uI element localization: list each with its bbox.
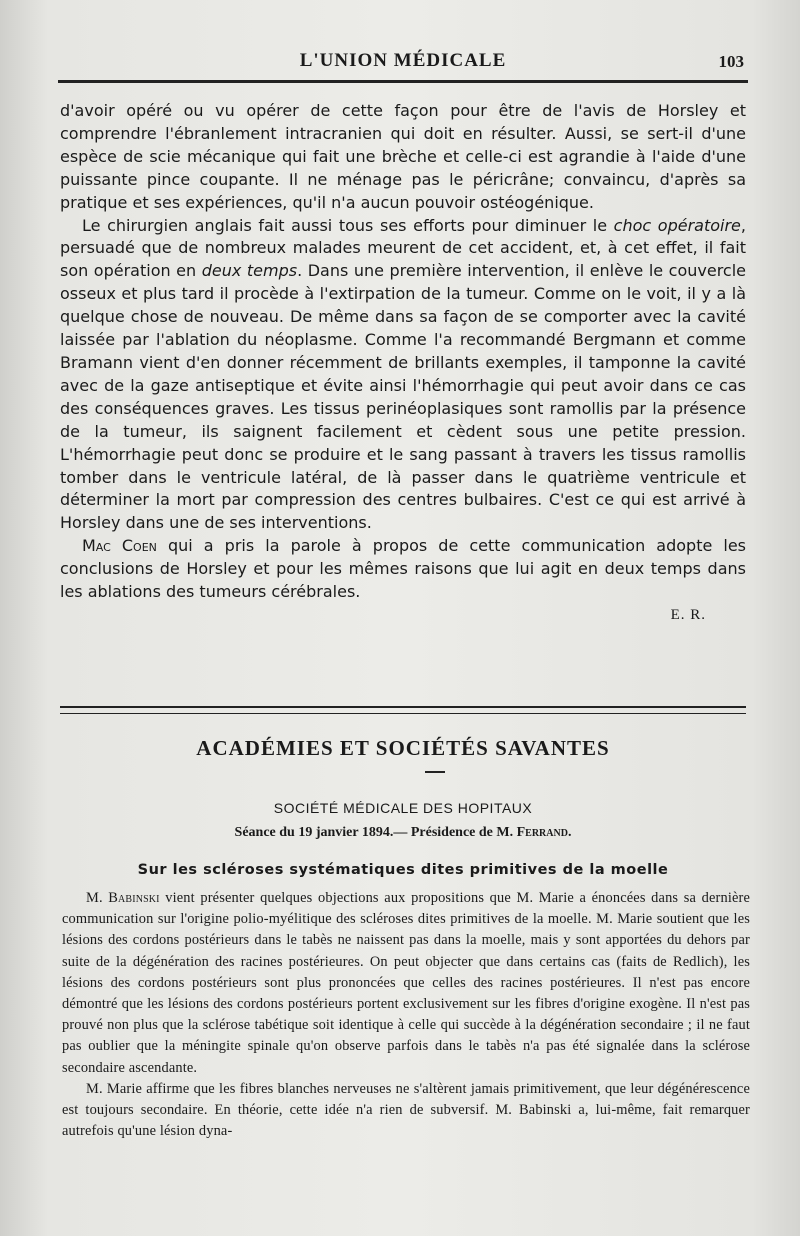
text-span: M.	[86, 890, 109, 906]
paragraph: M. Marie affirme que les fibres blanches nerveuses ne s'altèrent jamais primitivement, que leur dégénérescence est toujours secondaire. En théorie, cette idée n'a rien de subversif. M. Babinski a, lui-même, fait remarquer autrefois qu'une lésion dyna-	[62, 1080, 750, 1140]
author-name: Mac Coen	[82, 536, 157, 556]
page-header	[58, 46, 748, 76]
session-line	[60, 825, 746, 841]
article-body	[62, 888, 750, 1142]
running-title: L'UNION MÉDICALE	[299, 50, 507, 71]
author-name: Babinski	[108, 890, 160, 906]
text-span: . Dans une première intervention, il enlève le couvercle osseux et plus tard il procède à l'extirpation de la tumeur. Comme on le voit, il y a là quelque chose de nouveau. De même dans sa façon de se comporter avec la cavité laissée par l'ablation du néoplasme. Comme l'a recommandé Bergmann et comme Bramann vient d'en donner récemment de brillants exemples, il tamponne la cavité avec de la gaze antiseptique et évite ainsi l'hémorrhagie qui peut avoir dans ce cas des conséquences graves. Les tissus perinéoplasiques sont ramollis par la présence de la tumeur, ils saignent facilement et cèdent sous une petite pression. L'hémorrhagie peut donc se produire et le sang passant à travers les tissus ramollis tomber dans le ventricule latéral, de là passer dans le quatrième ventricule et déterminer la mort par compression des centres bulbaires. C'est ce qui est arrivé à Horsley dans une de ses interventions.	[60, 261, 747, 533]
session-end: .	[567, 825, 572, 840]
paragraph	[62, 888, 750, 1079]
article-continuation	[60, 100, 746, 627]
page-number: 103	[718, 52, 744, 71]
section-title: ACADÉMIES ET SOCIÉTÉS SAVANTES	[196, 736, 610, 760]
emphasis: deux temps	[201, 261, 298, 281]
title-dash	[425, 771, 445, 773]
session-date: Séance du 19 janvier 1894.— Présidence de M.	[234, 825, 517, 840]
emphasis: choc opératoire	[613, 215, 741, 235]
president-name: Ferrand	[516, 825, 568, 840]
society-name: SOCIÉTÉ MÉDICALE DES HOPITAUX	[273, 800, 533, 816]
text-span: , persuadé que de nombreux malades meurent de cet accident, et, à cet effet, il fait son opération en	[60, 215, 746, 281]
article-title: Sur les scléroses systématiques dites primitives de la moelle	[137, 862, 669, 878]
section-divider	[60, 706, 746, 714]
text-span: vient présenter quelques objections aux propositions que M. Marie a énoncées dans sa dernière communication sur l'origine polio-myélitique des scléroses dites primitives de la moelle. M. Marie soutient que les lésions des cordons postérieurs dans le tabès ne naissent pas dans la moelle, mais y sont apportées du dehors par suite de la dégénération des racines postérieures. On peut objecter que dans certains cas (faits de Redlich), les lésions des cordons postérieurs sont plus prononcées que celles des racines postérieures. Il n'est pas encore démontré que les lésions des cordons postérieurs portent exclusivement sur les fibres d'origine exogène. Il n'est pas prouvé non plus que la sclérose tabétique soit identique à celle qui succède à la dégénération secondaire ; il ne faut pas oublier que la méningite spinale qu'on observe parfois dans le tabès n'a pas été signalée dans la sclérose secondaire ascendante.	[62, 890, 750, 1076]
text-span: Le chirurgien anglais fait aussi tous ses efforts pour diminuer le	[82, 215, 614, 235]
header-rule	[58, 80, 748, 83]
text-span: qui a pris la parole à propos de cette communication adopte les conclusions de Horsley et pour les mêmes raisons que lui agit en deux temps dans les ablations des tumeurs cérébrales.	[60, 536, 746, 602]
paragraph: d'avoir opéré ou vu opérer de cette façon pour être de l'avis de Horsley et comprendre l'ébranlement intracranien qui doit en résulter. Aussi, se sert-il d'une espèce de scie mécanique qui fait une brèche et celle-ci est agrandie à l'aide d'une puissante pince coupante. Il ne ménage pas le péricrâne; convaincu, d'après sa pratique et ses expériences, qu'il n'a aucun pouvoir ostéogénique.	[60, 101, 746, 212]
paragraph	[60, 215, 746, 536]
signature: E. R.	[670, 606, 706, 623]
paragraph	[60, 535, 746, 604]
